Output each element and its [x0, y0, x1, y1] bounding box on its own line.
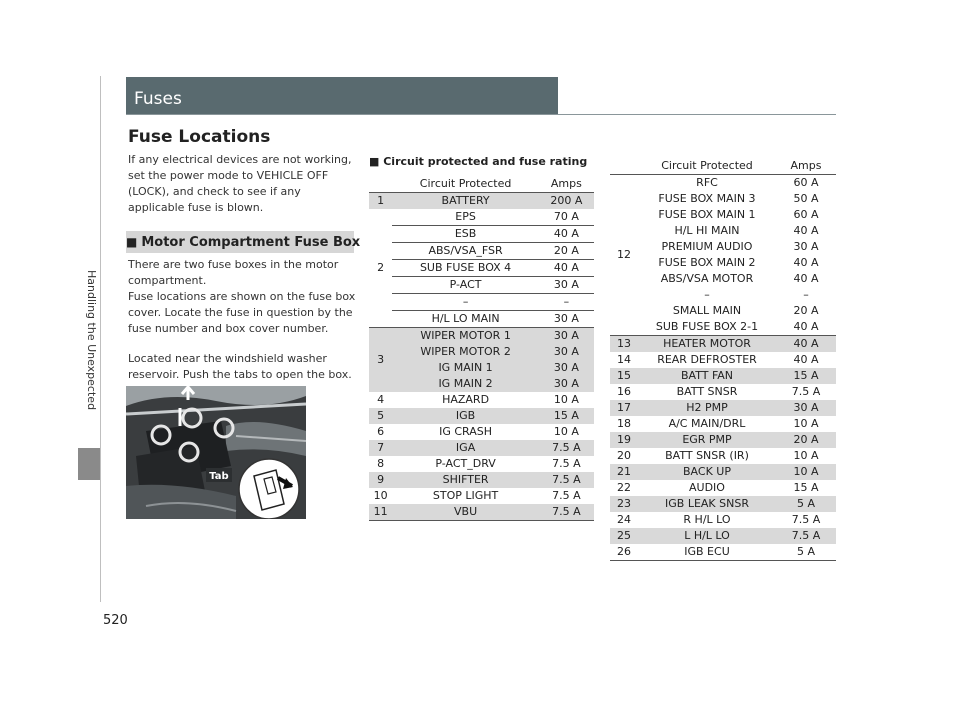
table-row: – –: [704, 288, 809, 301]
description-line-2: Fuse locations are shown on the fuse box cover. Locate the fuse in question by the fuse number and box cover number.: [128, 290, 356, 335]
table-row: ABS/VSA MOTOR 40 A: [660, 272, 819, 285]
section-banner: Fuses: [126, 77, 558, 115]
table-row: H/L HI MAIN 40 A: [674, 224, 819, 237]
fuse-table-1: [369, 176, 594, 521]
location-paragraph: Located near the windshield washer reservoir. Push the tabs to open the box.: [128, 352, 352, 381]
description-paragraph: [128, 257, 356, 337]
fuse-box-photo: [126, 386, 306, 519]
table-row: 1 BATTERY 200 A: [369, 193, 594, 210]
table-row: 24 R H/L LO 7.5 A: [617, 513, 821, 526]
table-row: SUB FUSE BOX 4 40 A: [369, 260, 594, 277]
table-header-amps: Amps: [539, 176, 594, 193]
table-row: P-ACT 30 A: [369, 277, 594, 294]
table-row: H/L LO MAIN 30 A: [369, 311, 594, 328]
banner-rule: [126, 114, 836, 115]
table-row: 25 L H/L LO 7.5 A: [610, 528, 836, 544]
table-header-circuit: Circuit Protected: [638, 158, 776, 175]
table-row: 23 IGB LEAK SNSR 5 A: [610, 496, 836, 512]
table-row: SUB FUSE BOX 2-1 40 A: [655, 320, 819, 333]
group-number: 12: [617, 248, 631, 261]
chapter-tab: [78, 448, 100, 480]
table-row: IG MAIN 1 30 A: [369, 360, 594, 376]
table-title: ■ Circuit protected and fuse rating: [369, 155, 588, 168]
group-number: 3: [369, 328, 392, 393]
section-marker: ■: [126, 235, 138, 249]
table-header-number: [610, 158, 638, 175]
table-row: 6 IG CRASH 10 A: [377, 425, 579, 438]
table-row: 11 VBU 7.5 A: [369, 504, 594, 521]
table-row: 22 AUDIO 15 A: [617, 481, 819, 494]
table-row: 12 RFC 60 A: [610, 175, 836, 192]
table-row: 26 IGB ECU 5 A: [617, 545, 816, 558]
table-header-amps: Amps: [776, 158, 836, 175]
table-row: 8 P-ACT_DRV 7.5 A: [377, 457, 581, 470]
table-row: FUSE BOX MAIN 1 60 A: [658, 208, 819, 221]
table-header-circuit: Circuit Protected: [392, 176, 538, 193]
table-row: 5 IGB 15 A: [369, 408, 594, 424]
table-row: ESB 40 A: [369, 226, 594, 243]
table-row: 9 SHIFTER 7.5 A: [369, 472, 594, 488]
page-number: 520: [103, 613, 128, 628]
subsection-heading: [126, 231, 361, 253]
table-row: 4 HAZARD 10 A: [377, 393, 579, 406]
table-row: PREMIUM AUDIO 30 A: [661, 240, 819, 253]
fuse-table-2: [610, 158, 836, 561]
chapter-label: Handling the Unexpected: [85, 270, 98, 411]
table-row: 10 STOP LIGHT 7.5 A: [373, 489, 581, 502]
table-header-number: [369, 176, 392, 193]
table-row: 21 BACK UP 10 A: [610, 464, 836, 480]
side-divider: [100, 76, 101, 602]
table-row: – –: [369, 294, 594, 311]
table-row: 17 H2 PMP 30 A: [610, 400, 836, 416]
table-row: 14 REAR DEFROSTER 40 A: [617, 353, 819, 366]
table-row: ABS/VSA_FSR 20 A: [369, 243, 594, 260]
table-row: FUSE BOX MAIN 2 40 A: [658, 256, 819, 269]
tab-callout: Tab: [209, 471, 229, 482]
table-row: IG MAIN 2 30 A: [369, 376, 594, 392]
table-row: FUSE BOX MAIN 3 50 A: [658, 192, 819, 205]
table-row: 20 BATT SNSR (IR) 10 A: [617, 449, 819, 462]
table-row: 13 HEATER MOTOR 40 A: [610, 336, 836, 353]
intro-paragraph: If any electrical devices are not working, set the power mode to VEHICLE OFF (LOCK), and check to see if any applicable fuse is blown.: [128, 153, 352, 214]
subsection-title: Motor Compartment Fuse Box: [141, 235, 361, 250]
page-heading: Fuse Locations: [128, 127, 271, 147]
table-row: 18 A/C MAIN/DRL 10 A: [617, 417, 819, 430]
table-row: 16 BATT SNSR 7.5 A: [617, 385, 821, 398]
table-row: 3 WIPER MOTOR 1 30 A: [369, 328, 594, 345]
table-row: 15 BATT FAN 15 A: [610, 368, 836, 384]
table-row: 7 IGA 7.5 A: [369, 440, 594, 456]
table-row: 19 EGR PMP 20 A: [610, 432, 836, 448]
table-row: WIPER MOTOR 2 30 A: [369, 344, 594, 360]
table-row: SMALL MAIN 20 A: [672, 304, 819, 317]
table-row: 2 EPS 70 A: [369, 209, 594, 226]
group-number: 2: [377, 261, 385, 274]
description-line-1: There are two fuse boxes in the motor compartment.: [128, 258, 339, 287]
